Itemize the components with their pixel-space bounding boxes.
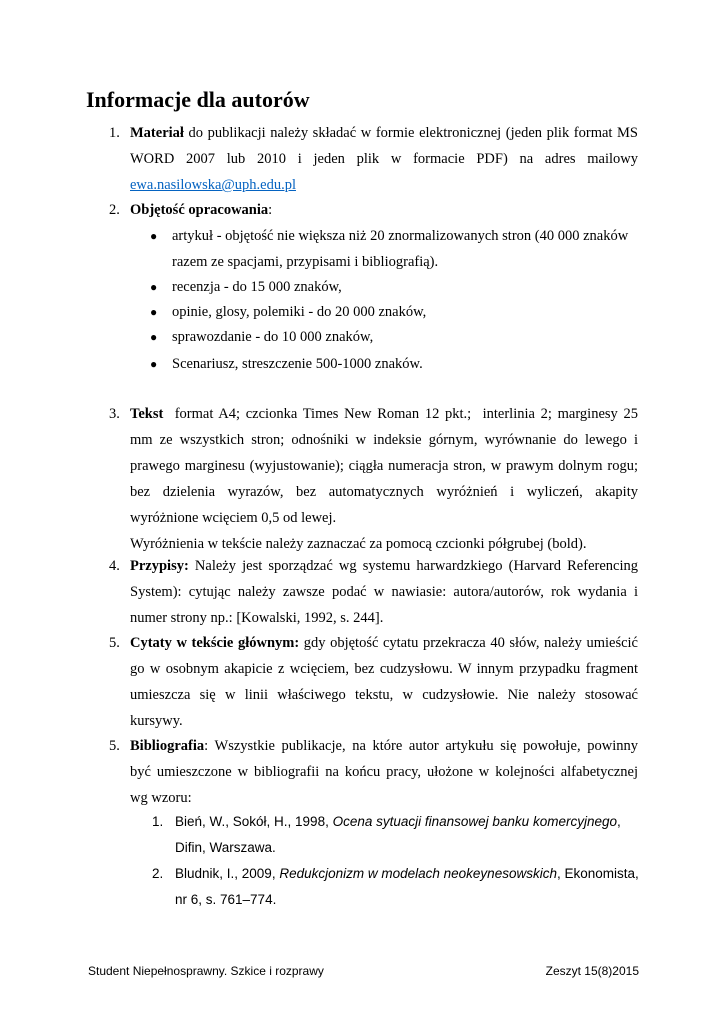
bullet-icon: ● [150,305,158,319]
bullet-item: recenzja - do 15 000 znaków, [172,279,342,295]
text-run: , Ekonomista, [556,866,639,881]
email-link[interactable]: ewa.nasilowska@uph.edu.pl [130,177,296,193]
text-run: Bludnik, I., 2009, [175,866,280,881]
section-text [130,197,638,223]
bold-term: Objętość opracowania [130,202,269,218]
bold-term: Materiał [130,125,184,141]
bullet-item: opinie, glosy, polemiki - do 20 000 znaków, [172,304,427,320]
text-line: WORD 2007 lub 2010 i jeden plik w formacie PDF) na adres mailowy [130,151,638,167]
text-line [130,401,638,427]
text-line: numer strony np.: [Kowalski, 1992, s. 244]. [130,610,384,626]
text-run: : [268,202,273,218]
text-run: do publikacji należy składać w formie elektronicznej (jeden plik format MS [183,125,638,141]
page-title: Informacje dla autorów [86,87,310,112]
list-number: 3. [109,406,120,422]
text-line: umieszcza się w linii właściwego tekstu, w cudzysłowie. Nie należy stosować [130,687,638,703]
text-line: wyróżnione wcięciem 0,5 od lewej. [130,510,337,526]
footer-journal-name: Student Niepełnosprawny. Szkice i rozprawy [88,964,324,978]
text-line: Difin, Warszawa. [175,840,276,855]
bullet-item [172,223,640,275]
text-line [175,861,638,887]
text-line: mm ze wszystkich stron; odnośniki w indeksie górnym, wyrównanie do lewego i [130,432,638,448]
text-line: razem ze spacjami, przypisami i bibliografią). [172,254,439,270]
section-text [130,733,638,811]
section-text [130,401,638,557]
bold-term: Przypisy: [130,558,189,574]
bullet-item: Scenariusz, streszczenie 500-1000 znaków. [172,356,423,372]
text-line: nr 6, s. 761–774. [175,892,277,907]
text-line: bez dzielenia wyrazów, bez automatycznych wyróżnień i wyliczeń, akapity [130,484,638,500]
text-line [175,809,638,835]
text-run: Należy jest sporządzać wg systemu harwardzkiego (Harvard Referencing [188,558,638,574]
list-number: 2. [109,202,120,218]
bullet-icon: ● [150,357,158,371]
reference-number: 1. [152,814,164,829]
text-line: Wyróżnienia w tekście należy zaznaczać za pomocą czcionki półgrubej (bold). [130,536,587,552]
text-line [130,120,638,146]
text-line [130,172,638,198]
bullet-item: sprawozdanie - do 10 000 znaków, [172,329,374,345]
section-text [130,630,638,734]
text-line: wg wzoru: [130,790,192,806]
text-line: artykuł - objętość nie większa niż 20 znormalizowanych stron (40 000 znaków [172,228,629,244]
bullet-icon: ● [150,229,158,243]
text-line: być umieszczone w bibliografii na końcu pracy, ułożone w kolejności alfabetycznej [130,764,638,780]
bullet-icon: ● [150,280,158,294]
text-run: : Wszystkie publikacje, na które autor artykułu się powołuje, powinny [204,738,638,754]
reference-number: 2. [152,866,164,881]
footer-issue: Zeszyt 15(8)2015 [545,964,639,978]
text-line [130,197,638,223]
text-line: prawego marginesu (wyjustowanie); ciągła numeracja stron, w prawym dolnym rogu; [130,458,638,474]
bold-term: Bibliografia [130,738,205,754]
list-number: 1. [109,125,120,141]
italic-title: Ocena sytuacji finansowej banku komercyjnego [332,814,617,829]
text-line: System): cytując należy zawsze podać w nawiasie: autora/autorów, rok wydania i [130,584,638,600]
reference-item [175,861,638,913]
list-number: 5. [109,635,120,651]
text-run: , [616,814,621,829]
text-line [130,630,638,656]
reference-item [175,809,638,861]
text-run: gdy objętość cytatu przekracza 40 słów, należy umieścić [299,635,638,651]
text-run: Bień, W., Sokół, H., 1998, [175,814,333,829]
bold-term: Tekst [130,406,164,422]
bullet-icon: ● [150,330,158,344]
text-line: kursywy. [130,713,183,729]
text-line [130,733,638,759]
section-text [130,120,638,198]
bold-term: Cytaty w tekście głównym: [130,635,300,651]
text-line [130,553,638,579]
list-number: 5. [109,738,120,754]
text-line: go w osobnym akapicie z wcięciem, bez cudzysłowu. W innym przypadku fragment [130,661,638,677]
text-run: format A4; czcionka Times New Roman 12 pkt.; interlinia 2; marginesy 25 [163,406,638,422]
italic-title: Redukcjonizm w modelach neokeynesowskich [279,866,557,881]
list-number: 4. [109,558,120,574]
section-text [130,553,638,631]
